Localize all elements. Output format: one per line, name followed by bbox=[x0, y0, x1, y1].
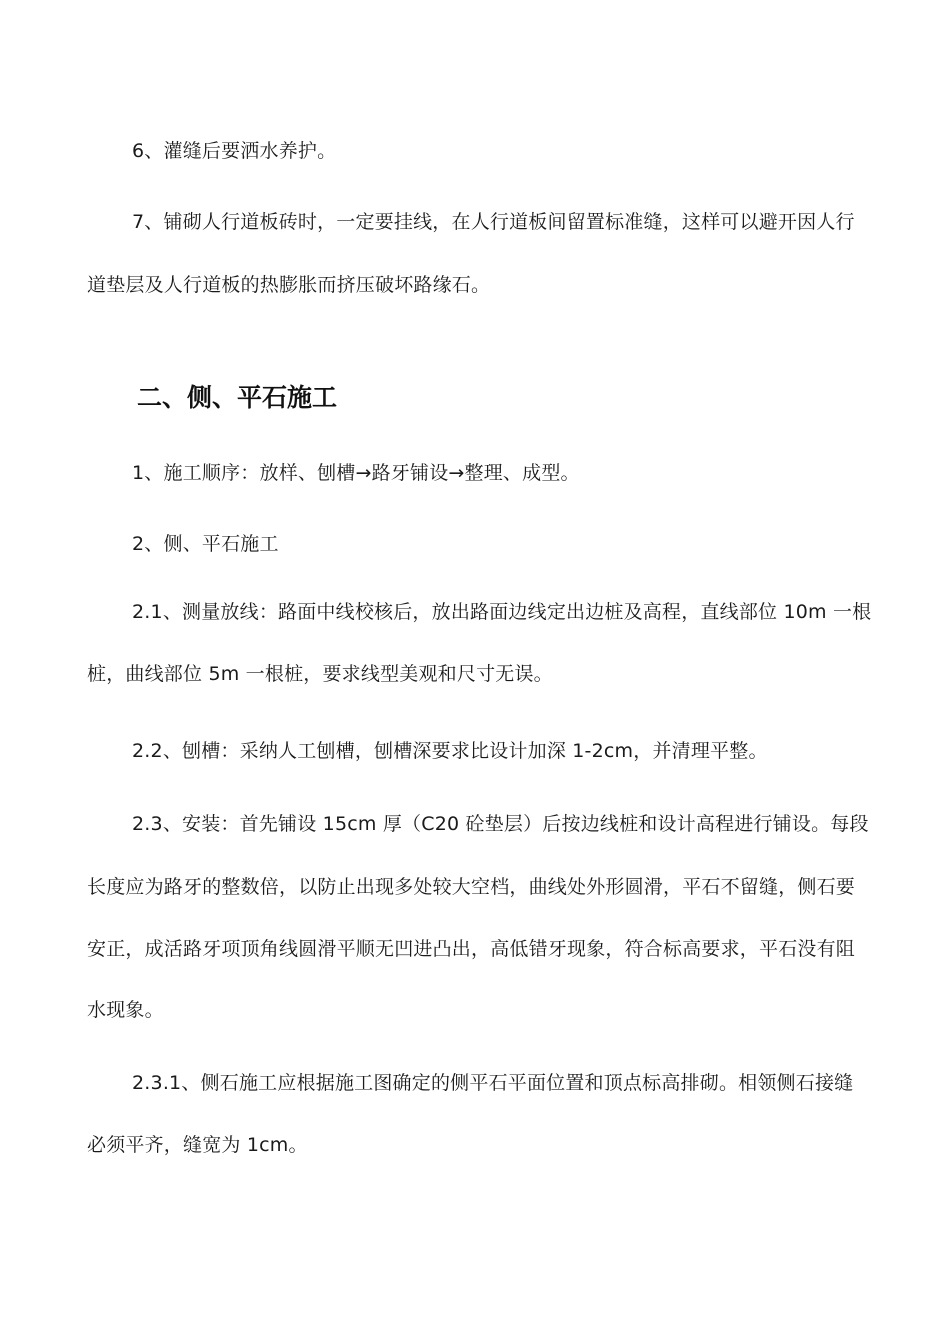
paragraph-line: 2.2、刨槽：采纳人工刨槽，刨槽深要求比设计加深 1-2cm，并清理平整。 bbox=[132, 740, 768, 762]
paragraph-line: 2.3.1、侧石施工应根据施工图确定的侧平石平面位置和顶点标高排砌。相领侧石接缝 bbox=[132, 1072, 854, 1094]
paragraph-line: 2.1、测量放线：路面中线校核后，放出路面边线定出边桩及高程，直线部位 10m 一根 bbox=[132, 601, 872, 623]
paragraph-line: 长度应为路牙的整数倍，以防止出现多处较大空档，曲线处外形圆滑，平石不留缝，侧石要 bbox=[87, 876, 856, 898]
paragraph-line: 桩，曲线部位 5m 一根桩，要求线型美观和尺寸无误。 bbox=[87, 663, 553, 685]
paragraph-line: 1、施工顺序：放样、刨槽→路牙铺设→整理、成型。 bbox=[132, 462, 580, 484]
paragraph-line: 安正，成活路牙项顶角线圆滑平顺无凹进凸出，高低错牙现象，符合标高要求，平石没有阻 bbox=[87, 938, 856, 960]
paragraph-line: 6、灌缝后要洒水养护。 bbox=[132, 140, 337, 162]
paragraph-line: 2、侧、平石施工 bbox=[132, 533, 279, 555]
paragraph-line: 道垫层及人行道板的热膨胀而挤压破坏路缘石。 bbox=[87, 274, 491, 296]
section-heading: 二、侧、平石施工 bbox=[137, 383, 338, 412]
paragraph-line: 水现象。 bbox=[87, 999, 164, 1021]
paragraph-line: 必须平齐，缝宽为 1cm。 bbox=[87, 1134, 308, 1156]
paragraph-line: 2.3、安装：首先铺设 15cm 厚（C20 砼垫层）后按边线桩和设计高程进行铺设。每段 bbox=[132, 813, 869, 835]
paragraph-line: 7、铺砌人行道板砖时，一定要挂线，在人行道板间留置标准缝，这样可以避开因人行 bbox=[132, 211, 855, 233]
